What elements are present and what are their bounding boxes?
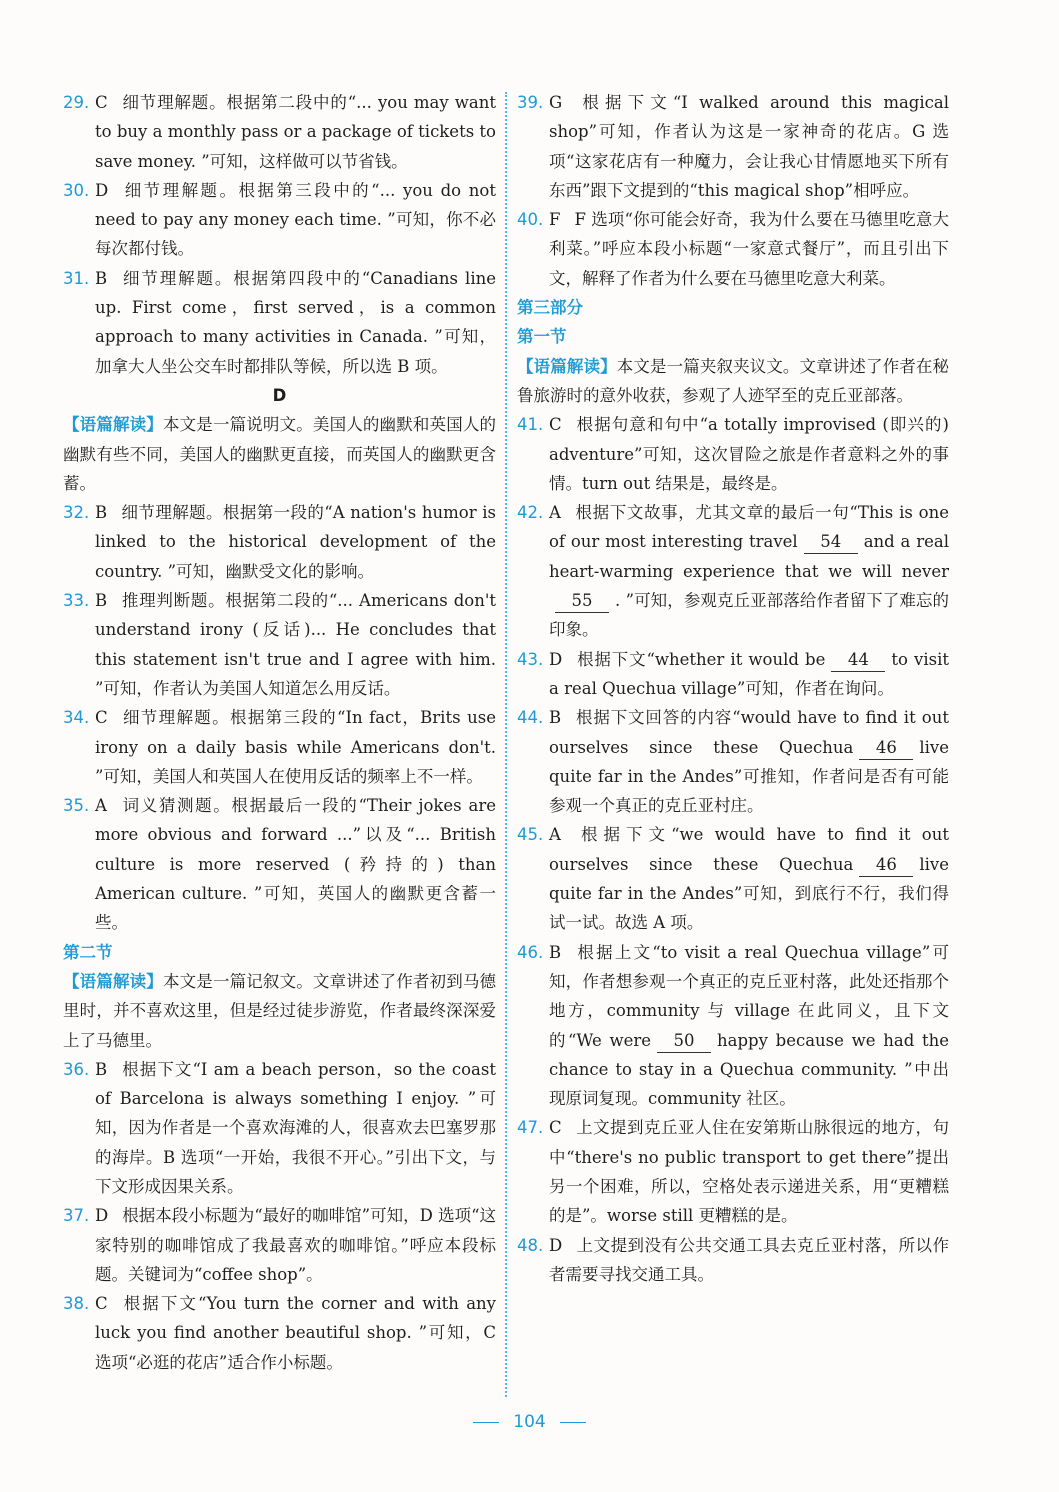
- explanation: 根据下文“You turn the corner and with any luck you find another beautiful shop. ”可知，C 选项“必逛的花店”适合作小标题。: [95, 1294, 496, 1372]
- answer-42: [517, 498, 949, 644]
- blank-number: 46: [859, 737, 913, 760]
- passage-summary: [517, 352, 949, 411]
- page-footer: [0, 1412, 1059, 1432]
- answer-letter: B: [95, 1059, 108, 1079]
- explanation: 上文提到克丘亚人住在安第斯山脉很远的地方，句中“there's no public transport to get there”提出另一个困难，所以，空格处表示递进关系，用“更糟糕的是”。worse still 更糟糕的是。: [549, 1118, 949, 1226]
- passage-summary: [63, 967, 496, 1055]
- question-number: 29.: [63, 93, 90, 112]
- explanation-part: 根据下文故事，尤其文章的最后一句“This is one of our most interesting travel: [549, 503, 949, 552]
- answer-letter: C: [549, 1118, 562, 1138]
- question-number: 41.: [517, 415, 544, 435]
- answer-letter: B: [95, 591, 108, 611]
- question-number: 35.: [63, 796, 90, 816]
- footer-rule: [560, 1422, 586, 1423]
- question-number: 36.: [63, 1059, 90, 1079]
- question-number: 37.: [63, 1206, 90, 1226]
- question-number: 42.: [517, 503, 544, 523]
- blank-number: 50: [657, 1030, 711, 1053]
- explanation: 根据句意和句中“a totally improvised (即兴的) adventure”可知，这次冒险之旅是作者意料之外的事情。turn out 结果是，最终是。: [549, 415, 949, 493]
- right-column: [517, 88, 949, 1289]
- answer-39: [517, 88, 949, 205]
- question-number: 47.: [517, 1118, 544, 1138]
- answer-letter: D: [549, 649, 563, 669]
- explanation-part: 根据上文“to visit a real Quechua village”可知，作者想参观一个真正的克丘亚村落，此处还指那个地方，community 与 village 在此同义，且下文的“We were: [549, 942, 949, 1050]
- answer-33: [63, 586, 496, 703]
- answer-29: [63, 88, 496, 176]
- explanation: 细节理解题。根据第一段的“A nation's humor is linked to the historical development of the country. ”可知，幽默受文化的影响。: [95, 503, 496, 581]
- explanation: 细节理解题。根据第三段的“In fact，Brits use irony on a daily basis while Americans don't. ”可知，美国人和英国人在使用反话的频率上不一样。: [95, 708, 496, 786]
- answer-letter: D: [95, 180, 109, 200]
- answer-letter: F: [549, 210, 561, 230]
- answer-47: [517, 1113, 949, 1230]
- answer-letter: C: [95, 1294, 108, 1314]
- explanation: 根据本段小标题为“最好的咖啡馆”可知，D 选项“这家特别的咖啡馆成了我最喜欢的咖啡馆。”呼应本段标题。关键词为“coffee shop”。: [95, 1206, 497, 1284]
- answer-letter: D: [549, 1235, 563, 1255]
- explanation-part: 根据下文回答的内容“would have to find it out ourselves since these Quechua: [549, 708, 949, 757]
- explanation: 细节理解题。根据第四段中的“Canadians line up. First come，first served，is a common approach to many activities in Canada. ”可知，加拿大人坐公交车时都排队等候，所以选 B 项。: [95, 268, 496, 376]
- answer-40: [517, 205, 949, 293]
- question-number: 33.: [63, 591, 90, 611]
- explanation-part: . ”可知，参观克丘亚部落给作者留下了难忘的印象。: [549, 591, 949, 640]
- answer-letter: C: [549, 415, 562, 435]
- answer-letter: B: [549, 942, 562, 962]
- answer-45: [517, 820, 949, 937]
- summary-text: 本文是一篇记叙文。文章讲述了作者初到马德里时，并不喜欢这里，但是经过徒步游览，作者最终深深爱上了马德里。: [63, 971, 497, 1050]
- answer-44: [517, 703, 949, 820]
- left-column: [63, 88, 496, 1377]
- explanation: 根据下文“I walked around this magical shop”可知，作者认为这是一家神奇的花店。G 选项“这家花店有一种魔力，会让我心甘情愿地买下所有东西”跟下文提到的“this magical shop”相呼应。: [549, 93, 949, 200]
- answer-letter: C: [95, 93, 108, 112]
- explanation: 细节理解题。根据第二段中的“... you may want to buy a monthly pass or a package of tickets to save money. ”可知，这样做可以节省钱。: [95, 93, 496, 171]
- page-number: 104: [513, 1412, 546, 1432]
- question-number: 45.: [517, 825, 544, 845]
- answer-37: [63, 1201, 496, 1289]
- answer-letter: A: [549, 825, 561, 845]
- question-number: 32.: [63, 503, 90, 523]
- answer-letter: A: [549, 503, 561, 523]
- reading-tag: 【语篇解读】: [63, 971, 163, 991]
- explanation-part: happy because we had the chance to stay in a Quechua community. ”中出现原词复现。community 社区。: [549, 1030, 949, 1109]
- explanation: F 选项“你可能会好奇，我为什么要在马德里吃意大利菜。”呼应本段小标题“一家意式餐厅”，而且引出下文，解释了作者为什么要在马德里吃意大利菜。: [549, 210, 949, 288]
- footer-rule: [473, 1422, 499, 1423]
- explanation: 推理判断题。根据第二段的“... Americans don't understand irony (反话)... He concludes that this statement isn't true and I agree with him. ”可知，作者认为美国人知道怎么用反话。: [95, 591, 496, 698]
- answer-38: [63, 1289, 496, 1377]
- question-number: 39.: [517, 93, 544, 112]
- answer-41: [517, 410, 949, 498]
- question-number: 31.: [63, 268, 90, 288]
- answer-36: [63, 1055, 496, 1201]
- answer-letter: G: [549, 93, 563, 112]
- reading-tag: 【语篇解读】: [517, 356, 617, 376]
- answer-46: [517, 938, 949, 1114]
- question-number: 38.: [63, 1294, 90, 1314]
- explanation-part: live quite far in the Andes”可推知，作者问是否有可能参观一个真正的克丘亚村庄。: [549, 737, 949, 816]
- answer-letter: C: [95, 708, 108, 728]
- question-number: 34.: [63, 708, 90, 728]
- answer-letter: B: [95, 503, 108, 523]
- explanation-part: live quite far in the Andes”可知，到底行不行，我们得试一试。故选 A 项。: [549, 854, 949, 933]
- reading-tag: 【语篇解读】: [63, 415, 163, 435]
- question-number: 40.: [517, 210, 544, 230]
- summary-text: 本文是一篇说明文。美国人的幽默和英国人的幽默有些不同，美国人的幽默更直接，而英国人的幽默更含蓄。: [63, 415, 497, 493]
- blank-number: 46: [859, 854, 913, 877]
- explanation-part: 根据下文“whether it would be: [576, 649, 826, 669]
- answer-letter: B: [95, 268, 108, 288]
- question-number: 43.: [517, 649, 544, 669]
- answer-letter: D: [95, 1206, 109, 1226]
- question-number: 48.: [517, 1235, 544, 1255]
- question-number: 44.: [517, 708, 544, 728]
- summary-text: 本文是一篇夹叙夹议文。文章讲述了作者在秘鲁旅游时的意外收获，参观了人迹罕至的克丘亚部落。: [517, 356, 950, 405]
- explanation-part: 根据下文“we would have to find it out ourselves since these Quechua: [549, 825, 949, 874]
- answer-letter: B: [549, 708, 562, 728]
- answer-34: [63, 703, 496, 791]
- explanation: 细节理解题。根据第三段中的“... you do not need to pay any money each time. ”可知，你不必每次都付钱。: [95, 180, 496, 259]
- passage-summary: [63, 410, 496, 498]
- answer-31: [63, 264, 496, 381]
- blank-number: 55: [555, 590, 609, 613]
- passage-heading-d: D: [272, 385, 287, 405]
- answer-30: [63, 176, 496, 264]
- column-divider: [505, 92, 507, 1397]
- explanation-part: to visit a real Quechua village”可知，作者在询问。: [549, 649, 949, 698]
- question-number: 30.: [63, 180, 90, 200]
- question-number: 46.: [517, 942, 544, 962]
- section-heading: 第二节: [63, 942, 113, 962]
- explanation: 词义猜测题。根据最后一段的“Their jokes are more obvious and forward ...”以及“... British culture is more reserved (矜持的) than American culture. ”可知，英国人的幽默更含蓄一些。: [95, 796, 496, 933]
- answer-43: [517, 645, 949, 704]
- section-heading: 第一节: [517, 327, 567, 347]
- blank-number: 44: [831, 649, 885, 672]
- explanation: 上文提到没有公共交通工具去克丘亚村落，所以作者需要寻找交通工具。: [549, 1235, 949, 1284]
- answer-48: [517, 1231, 949, 1290]
- answer-32: [63, 498, 496, 586]
- explanation: 根据下文“I am a beach person，so the coast of Barcelona is always something I enjoy. ”可知，因为作者是一个喜欢海滩的人，很喜欢去巴塞罗那的海岸。B 选项“一开始，我很不开心。”引出下文，与下文形成因果关系。: [95, 1059, 496, 1196]
- answer-35: [63, 791, 496, 937]
- explanation-part: and a real heart-warming experience that we will never: [549, 532, 949, 581]
- answer-letter: A: [95, 796, 107, 816]
- part-heading: 第三部分: [517, 298, 583, 318]
- blank-number: 54: [804, 531, 858, 554]
